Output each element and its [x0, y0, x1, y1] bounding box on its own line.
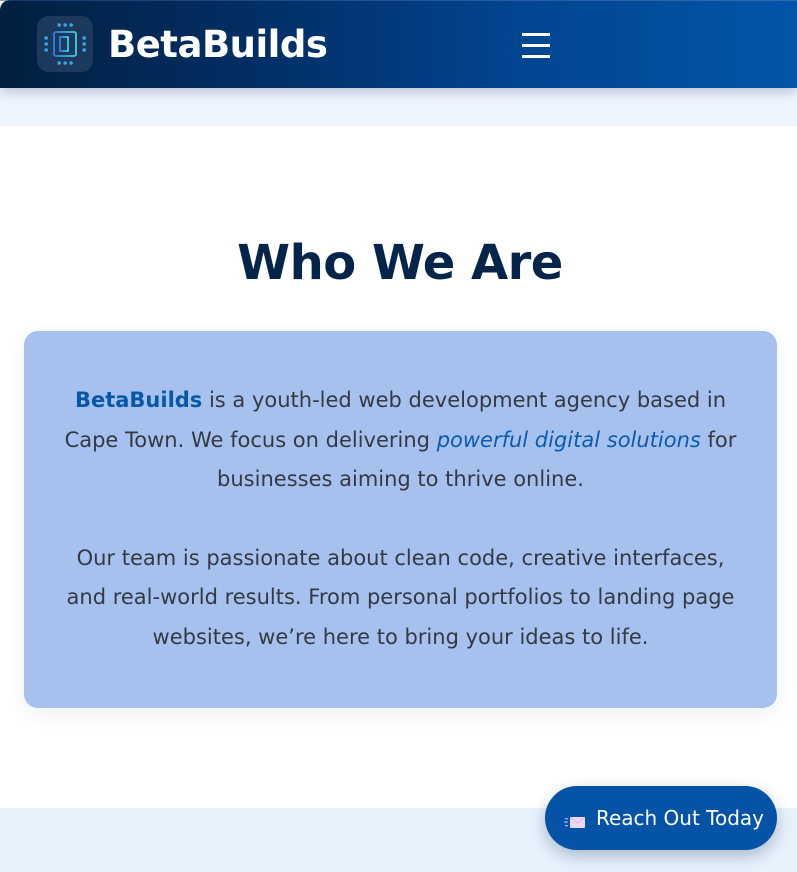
about-paragraph-1 — [60, 381, 741, 500]
top-section-strip — [0, 88, 797, 126]
header-top-line — [0, 0, 797, 1]
about-paragraph-2: Our team is passionate about clean code, creative interfaces, and real-world results. From personal portfolios to landing page websites, we’re here to bring your ideas to life. — [66, 545, 735, 649]
brand-highlight: BetaBuilds — [74, 388, 203, 412]
brand-name[interactable]: BetaBuilds — [108, 23, 328, 66]
hamburger-menu-icon[interactable] — [520, 31, 552, 61]
section-title: Who We Are — [237, 235, 563, 291]
emphasis-text: powerful digital solutions — [436, 427, 701, 452]
flying-envelope-icon — [564, 812, 586, 828]
reach-out-label: Reach Out Today — [595, 806, 765, 830]
site-header — [0, 0, 797, 88]
hamburger-bar — [522, 33, 550, 36]
paragraph-text: is a youth-led web development agency based in Cape Town. We focus on delivering — [64, 388, 727, 452]
reach-out-button[interactable] — [545, 786, 777, 850]
circuit-chip-icon[interactable] — [37, 16, 93, 72]
about-card — [24, 331, 777, 708]
hamburger-bar — [522, 55, 550, 58]
hamburger-bar — [522, 44, 550, 47]
paragraph-text: for businesses aiming to thrive online. — [217, 427, 737, 491]
